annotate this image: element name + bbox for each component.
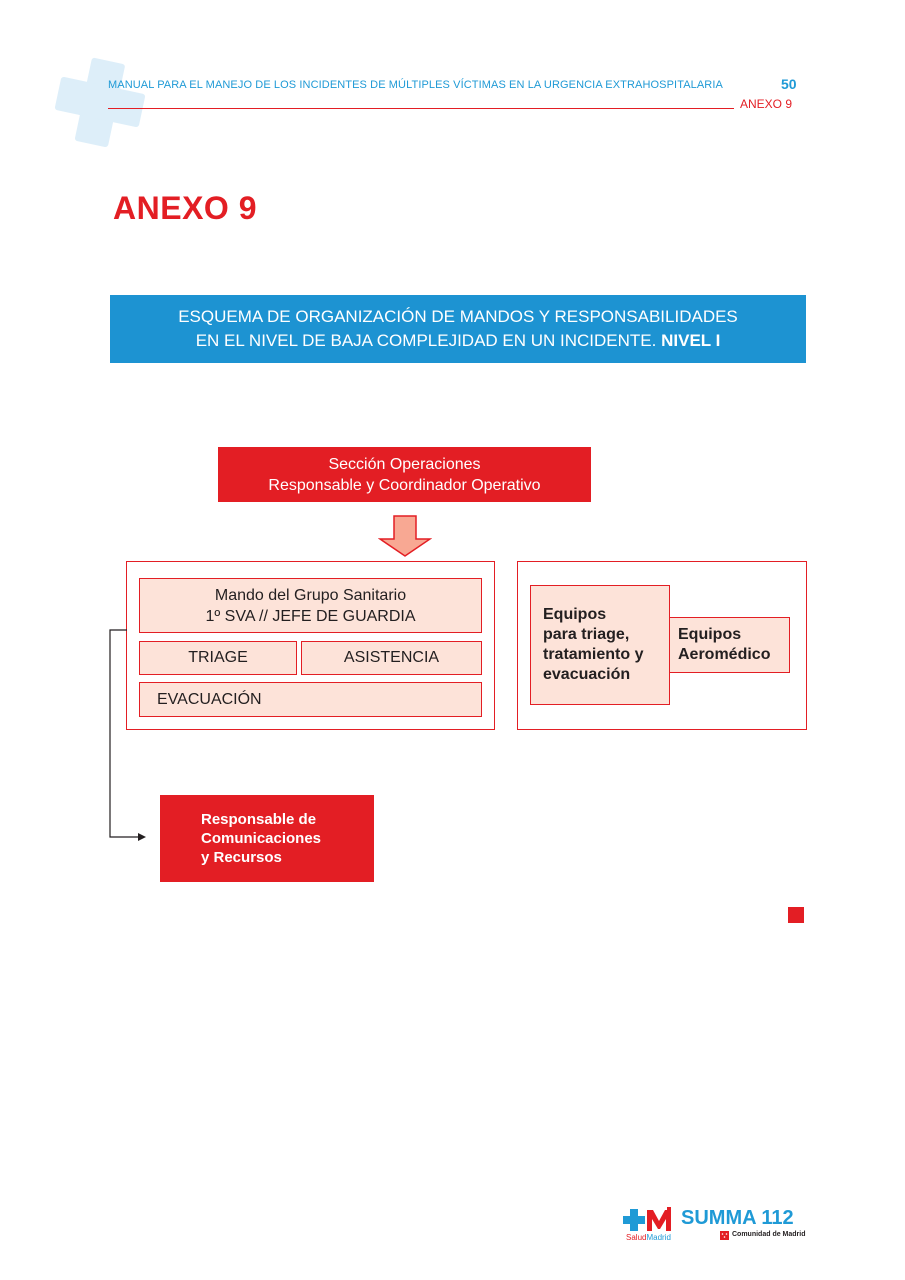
end-marker	[788, 907, 804, 923]
teams-line-1: Equipos	[543, 606, 607, 623]
health-group-command-box	[139, 578, 482, 633]
comms-line-3: y Recursos	[201, 849, 282, 866]
operations-line-2: Responsable y Coordinador Operativo	[268, 476, 541, 494]
comms-line-1: Responsable de	[201, 811, 317, 828]
page-number: 50	[781, 76, 797, 92]
comms-line-2: Comunicaciones	[201, 830, 322, 847]
section-label: ANEXO 9	[740, 97, 793, 111]
operations-line-1: Sección Operaciones	[328, 455, 481, 473]
teams-box	[530, 585, 670, 705]
salud-madrid-logo-icon	[622, 1207, 678, 1233]
aero-line-1: Equipos	[678, 626, 742, 643]
down-arrow-icon	[378, 515, 432, 557]
health-group-line-2: 1º SVA // JEFE DE GUARDIA	[205, 607, 416, 625]
banner-level: NIVEL I	[661, 331, 721, 350]
health-group-line-1: Mando del Grupo Sanitario	[214, 586, 407, 604]
summa-112-logo: SUMMA 112	[681, 1207, 794, 1229]
running-title: MANUAL PARA EL MANEJO DE LOS INCIDENTES DE MÚLTIPLES VÍCTIMAS EN LA URGENCIA EXTRAHOSPITALARIA	[108, 79, 723, 91]
teams-line-2: para triage,	[543, 626, 630, 643]
triage-box: TRIAGE	[139, 641, 297, 675]
decorative-cross-icon	[50, 55, 150, 150]
aero-line-2: Aeromédico	[678, 646, 771, 663]
salud-madrid-text	[626, 1233, 671, 1242]
connector-arrow	[100, 620, 160, 850]
page-title: ANEXO 9	[113, 190, 257, 226]
teams-line-4: evacuación	[543, 666, 631, 683]
banner-line-2-text: EN EL NIVEL DE BAJA COMPLEJIDAD EN UN INCIDENTE.	[195, 331, 657, 350]
teams-line-3: tratamiento y	[543, 646, 644, 663]
comunidad-madrid-text: Comunidad de Madrid	[732, 1231, 806, 1238]
aero-teams-box	[669, 617, 790, 673]
madrid-word: Madrid	[646, 1233, 671, 1242]
header-divider	[108, 108, 734, 109]
diagram-banner	[110, 295, 806, 363]
evacuacion-box: EVACUACIÓN	[139, 682, 482, 717]
asistencia-box: ASISTENCIA	[301, 641, 482, 675]
salud-word: Salud	[626, 1233, 647, 1242]
banner-line-1: ESQUEMA DE ORGANIZACIÓN DE MANDOS Y RESPONSABILIDADES	[178, 307, 738, 326]
operations-section-box	[218, 447, 591, 502]
communications-resources-box	[160, 795, 374, 882]
comunidad-madrid-flag-icon	[720, 1231, 729, 1240]
banner-line-2	[110, 329, 806, 353]
